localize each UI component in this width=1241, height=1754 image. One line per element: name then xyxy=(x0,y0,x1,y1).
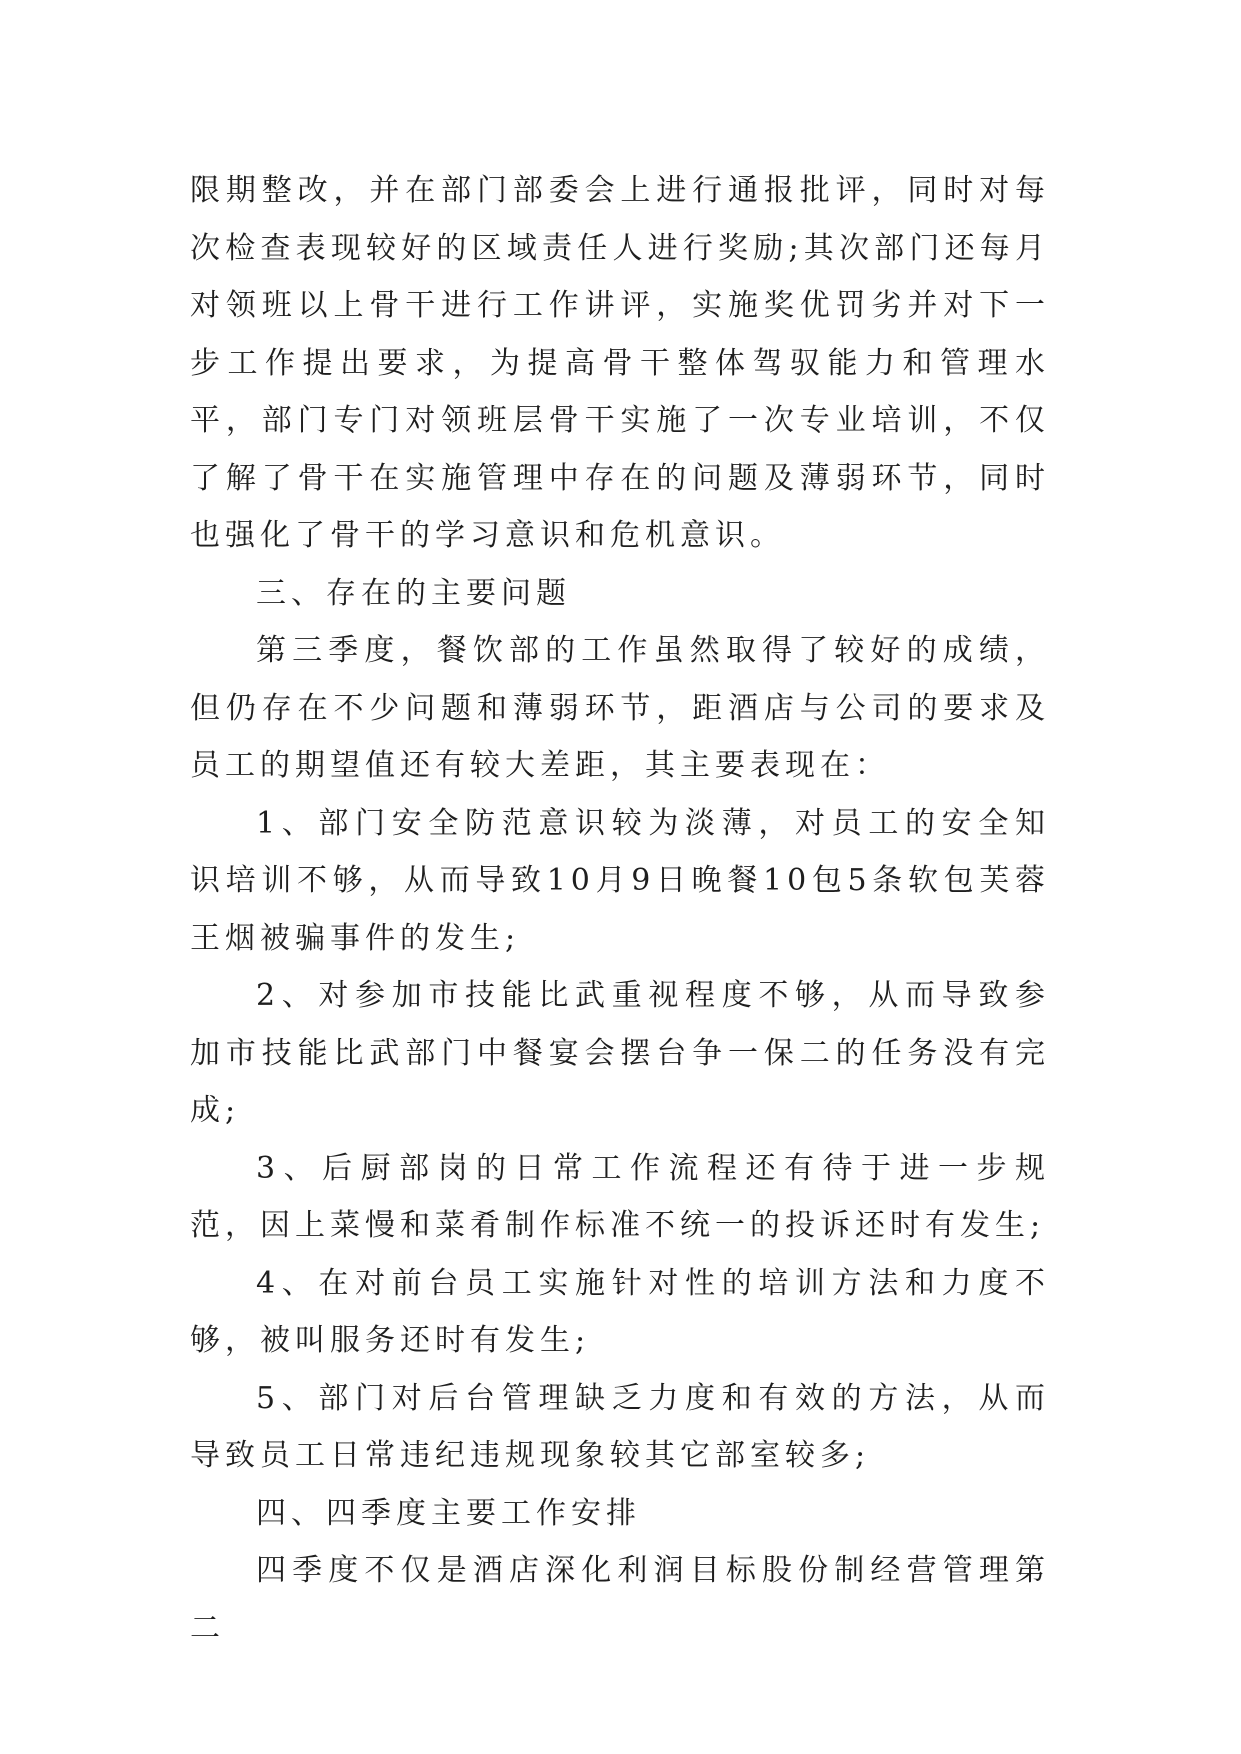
list-item-3: 3、后厨部岗的日常工作流程还有待于进一步规范，因上菜慢和菜肴制作标准不统一的投诉还时有发生; xyxy=(190,1150,1050,1243)
paragraph-q3-summary: 第三季度，餐饮部的工作虽然取得了较好的成绩，但仍存在不少问题和薄弱环节，距酒店与公司的要求及员工的期望值还有较大差距，其主要表现在： xyxy=(190,633,1050,783)
section-heading-problems: 三、存在的主要问题 xyxy=(256,575,571,611)
section-heading-q4-plan: 四、四季度主要工作安排 xyxy=(256,1495,641,1531)
document-body xyxy=(190,162,1050,1657)
list-item-5: 5、部门对后台管理缺乏力度和有效的方法，从而导致员工日常违纪违规现象较其它部室较多; xyxy=(190,1380,1050,1473)
list-item-4: 4、在对前台员工实施针对性的培训方法和力度不够，被叫服务还时有发生; xyxy=(190,1265,1050,1358)
paragraph-q4-intro: 四季度不仅是酒店深化利润目标股份制经营管理第二 xyxy=(190,1553,1050,1646)
list-item-1: 1、部门安全防范意识较为淡薄，对员工的安全知识培训不够，从而导致10月9日晚餐10包5条软包芙蓉王烟被骗事件的发生; xyxy=(190,805,1050,956)
list-item-2: 2、对参加市技能比武重视程度不够，从而导致参加市技能比武部门中餐宴会摆台争一保二的任务没有完成; xyxy=(190,978,1050,1128)
paragraph-continuation: 限期整改，并在部门部委会上进行通报批评，同时对每次检查表现较好的区域责任人进行奖励;其次部门还每月对领班以上骨干进行工作讲评，实施奖优罚劣并对下一步工作提出要求，为提高骨干整体驾驭能力和管理水平，部门专门对领班层骨干实施了一次专业培训，不仅了解了骨干在实施管理中存在的问题及薄弱环节，同时也强化了骨干的学习意识和危机意识。 xyxy=(190,173,1050,553)
